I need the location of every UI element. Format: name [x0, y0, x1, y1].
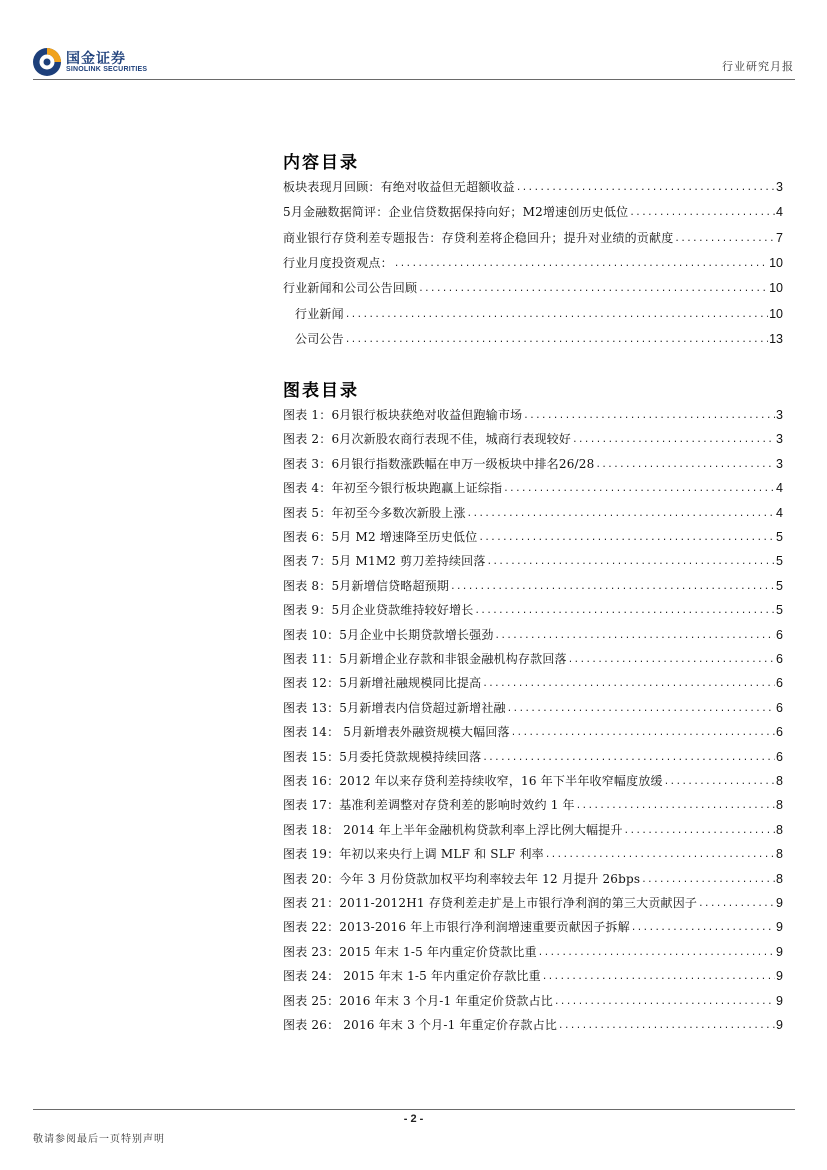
figure-entry-page-number: 8: [776, 822, 783, 837]
figure-entry[interactable]: [283, 526, 783, 544]
dot-leader: [345, 334, 768, 346]
dot-leader: [554, 996, 775, 1008]
figure-entry-text: 图表 8：5月新增信贷略超预期: [283, 578, 450, 593]
dot-leader: [507, 703, 775, 715]
figure-entry-text: 图表 20：今年 3 月份贷款加权平均利率较去年 12 月提升 26bps: [283, 871, 641, 886]
figure-entry-text: 图表 3：6月银行指数涨跌幅在申万一级板块中排名26/28: [283, 456, 595, 471]
figure-entry-text: 图表 16：2012 年以来存贷利差持续收窄，16 年下半年收窄幅度放缓: [283, 774, 663, 788]
contents-entry-page-number: 10: [769, 281, 783, 296]
figure-entry-text: 图表 26： 2016 年末 3 个月-1 年重定价存款占比: [283, 1018, 558, 1032]
figures-title: 图表目录: [283, 381, 359, 401]
contents-entry[interactable]: [283, 328, 783, 346]
dot-leader: [503, 483, 775, 495]
figure-entry-page-number: 3: [776, 456, 783, 471]
figure-entry[interactable]: [283, 746, 783, 764]
figure-entry-text: 图表 21：2011-2012H1 存贷利差走扩是上市银行净利润的第三大贡献因子: [283, 896, 698, 910]
figure-entry[interactable]: [283, 624, 783, 642]
figure-entry[interactable]: [283, 599, 783, 617]
dot-leader: [545, 849, 775, 861]
figure-entry[interactable]: [283, 502, 783, 520]
figure-entry[interactable]: [283, 697, 783, 715]
figure-entry-text: 图表 12：5月新增社融规模同比提高: [283, 676, 482, 691]
figure-entry-page-number: 6: [776, 749, 783, 764]
figure-entry[interactable]: [283, 941, 783, 959]
contents-entry[interactable]: [283, 252, 783, 270]
dot-leader: [641, 874, 775, 886]
contents-entry-page-number: 10: [769, 306, 783, 321]
dot-leader: [418, 283, 768, 295]
dot-leader: [450, 581, 775, 593]
header-divider: [33, 79, 795, 80]
dot-leader: [572, 434, 775, 446]
contents-entry-text: 公司公告: [295, 331, 344, 346]
figure-entry[interactable]: [283, 1014, 783, 1032]
figure-entry[interactable]: [283, 648, 783, 666]
report-type-label: 行业研究月报: [722, 60, 794, 73]
dot-leader: [475, 605, 776, 617]
figure-entry-page-number: 6: [776, 700, 783, 715]
figure-entry-page-number: 9: [776, 993, 783, 1008]
figure-entry[interactable]: [283, 794, 783, 812]
figure-entry-page-number: 8: [776, 798, 783, 813]
figure-entry-page-number: 9: [776, 969, 783, 984]
contents-entry-text: 行业月度投资观点：: [283, 255, 393, 270]
figure-entry-text: 图表 13：5月新增表内信贷超过新增社融: [283, 700, 506, 715]
dot-leader: [516, 182, 775, 194]
figure-entry-text: 图表 19：年初以来央行上调 MLF 和 SLF 利率: [283, 847, 544, 862]
dot-leader: [568, 654, 775, 666]
figure-entry-page-number: 5: [776, 578, 783, 593]
figure-entry-page-number: 3: [776, 432, 783, 447]
figure-entry[interactable]: [283, 575, 783, 593]
figure-entry-text: 图表 18： 2014 年上半年金融机构贷款利率上浮比例大幅提升: [283, 822, 623, 837]
figure-entry-text: 图表 10：5月企业中长期贷款增长强劲: [283, 627, 494, 642]
figure-entry-page-number: 4: [776, 481, 783, 496]
figure-entry-page-number: 3: [776, 408, 783, 422]
figure-entry-page-number: 8: [776, 774, 783, 788]
dot-leader: [511, 727, 775, 739]
contents-entry-text: 行业新闻: [295, 306, 344, 321]
dot-leader: [394, 258, 768, 270]
figure-entry[interactable]: [283, 916, 783, 934]
figure-entry-page-number: 8: [776, 871, 783, 886]
disclaimer-note: 敬请参阅最后一页特别声明: [33, 1134, 165, 1145]
dot-leader: [345, 309, 768, 321]
contents-entry-page-number: 7: [776, 230, 783, 245]
dot-leader: [482, 752, 775, 764]
figure-entry-text: 图表 17：基准利差调整对存贷利差的影响时效约 1 年: [283, 798, 575, 813]
page-header: [0, 0, 827, 80]
figure-entry[interactable]: [283, 770, 783, 788]
figure-entry[interactable]: [283, 672, 783, 690]
dot-leader: [482, 678, 775, 690]
figure-entry-page-number: 9: [776, 920, 783, 935]
page-number: - 2 -: [403, 1113, 424, 1125]
figure-entry-page-number: 4: [776, 505, 783, 520]
figure-entry-page-number: 8: [776, 847, 783, 862]
dot-leader: [538, 947, 775, 959]
contents-entry-page-number: 4: [776, 205, 783, 220]
figure-entry-page-number: 6: [776, 676, 783, 691]
contents-title: 内容目录: [283, 153, 359, 173]
contents-entry-page-number: 10: [769, 255, 783, 270]
figure-entry-text: 图表 24： 2015 年末 1-5 年内重定价存款比重: [283, 969, 541, 984]
dot-leader: [576, 800, 775, 812]
dot-leader: [698, 898, 775, 910]
figure-entry-text: 图表 4：年初至今银行板块跑赢上证综指: [283, 481, 503, 496]
contents-entry[interactable]: [283, 227, 783, 245]
figure-entry-text: 图表 15：5月委托贷款规模持续回落: [283, 749, 482, 764]
dot-leader: [624, 825, 775, 837]
contents-entry-text: 板块表现月回顾：有绝对收益但无超额收益: [283, 180, 515, 194]
figure-entry[interactable]: [283, 868, 783, 886]
dot-leader: [558, 1020, 775, 1032]
contents-entry-text: 5月金融数据简评：企业信贷数据保持向好；M2增速创历史低位: [283, 205, 629, 220]
figure-entry[interactable]: [283, 843, 783, 861]
figure-entry[interactable]: [283, 428, 783, 446]
figure-entry[interactable]: [283, 819, 783, 837]
figure-entry[interactable]: [283, 965, 783, 983]
figure-entry-text: 图表 1：6月银行板块获绝对收益但跑输市场: [283, 408, 523, 422]
dot-leader: [664, 776, 775, 788]
dot-leader: [467, 508, 775, 520]
dot-leader: [495, 630, 776, 642]
contents-entry[interactable]: [283, 277, 783, 295]
contents-entry-page-number: 3: [776, 180, 783, 194]
dot-leader: [542, 971, 775, 983]
logo-chinese-name: 国金证券: [66, 51, 126, 67]
logo-english-name: SINOLINK SECURITIES: [66, 66, 148, 73]
figure-entry-page-number: 6: [776, 627, 783, 642]
dot-leader: [478, 532, 775, 544]
dot-leader: [595, 459, 775, 471]
dot-leader: [674, 233, 775, 245]
company-logo: [32, 47, 162, 79]
figure-entry[interactable]: [283, 721, 783, 739]
figure-entry-page-number: 5: [776, 530, 783, 544]
figure-entry[interactable]: [283, 990, 783, 1008]
footer-divider: [33, 1109, 795, 1110]
figure-entry[interactable]: [283, 404, 783, 422]
sinolink-logo-icon: [32, 47, 62, 77]
figure-entry-page-number: 6: [776, 652, 783, 666]
figure-entry-text: 图表 11：5月新增企业存款和非银金融机构存款回落: [283, 652, 567, 666]
contents-entry[interactable]: [283, 303, 783, 321]
dot-leader: [487, 556, 775, 568]
dot-leader: [523, 410, 775, 422]
figure-entry-page-number: 6: [776, 725, 783, 740]
figure-entry-text: 图表 23：2015 年末 1-5 年内重定价贷款比重: [283, 944, 537, 959]
figure-entry-text: 图表 9：5月企业贷款维持较好增长: [283, 603, 474, 618]
figure-entry-page-number: 5: [776, 554, 783, 569]
figure-entry-text: 图表 2：6月次新股农商行表现不佳，城商行表现较好: [283, 432, 572, 447]
contents-entry[interactable]: [283, 201, 783, 219]
figure-entry[interactable]: [283, 477, 783, 495]
figure-entry-page-number: 9: [776, 944, 783, 959]
figure-entry-page-number: 9: [776, 1018, 783, 1032]
contents-entry-text: 商业银行存贷利差专题报告：存贷利差将企稳回升；提升对业绩的贡献度: [283, 230, 674, 245]
figure-entry[interactable]: [283, 892, 783, 910]
figure-entry-page-number: 9: [776, 896, 783, 910]
figure-entry-text: 图表 22：2013-2016 年上市银行净利润增速重要贡献因子拆解: [283, 920, 630, 935]
figure-entry[interactable]: [283, 453, 783, 471]
dot-leader: [631, 922, 775, 934]
figure-entry[interactable]: [283, 550, 783, 568]
figure-entry-text: 图表 25：2016 年末 3 个月-1 年重定价贷款占比: [283, 993, 554, 1008]
dot-leader: [629, 207, 775, 219]
figure-entry-text: 图表 5：年初至今多数次新股上涨: [283, 505, 466, 520]
contents-entry-page-number: 13: [769, 331, 783, 346]
figure-entry-text: 图表 7：5月 M1M2 剪刀差持续回落: [283, 554, 486, 569]
figure-entry-text: 图表 14： 5月新增表外融资规模大幅回落: [283, 725, 510, 740]
figure-entry-text: 图表 6：5月 M2 增速降至历史低位: [283, 530, 478, 544]
contents-entry-text: 行业新闻和公司公告回顾: [283, 281, 418, 296]
contents-entry[interactable]: [283, 176, 783, 194]
figure-entry-page-number: 5: [776, 603, 783, 618]
